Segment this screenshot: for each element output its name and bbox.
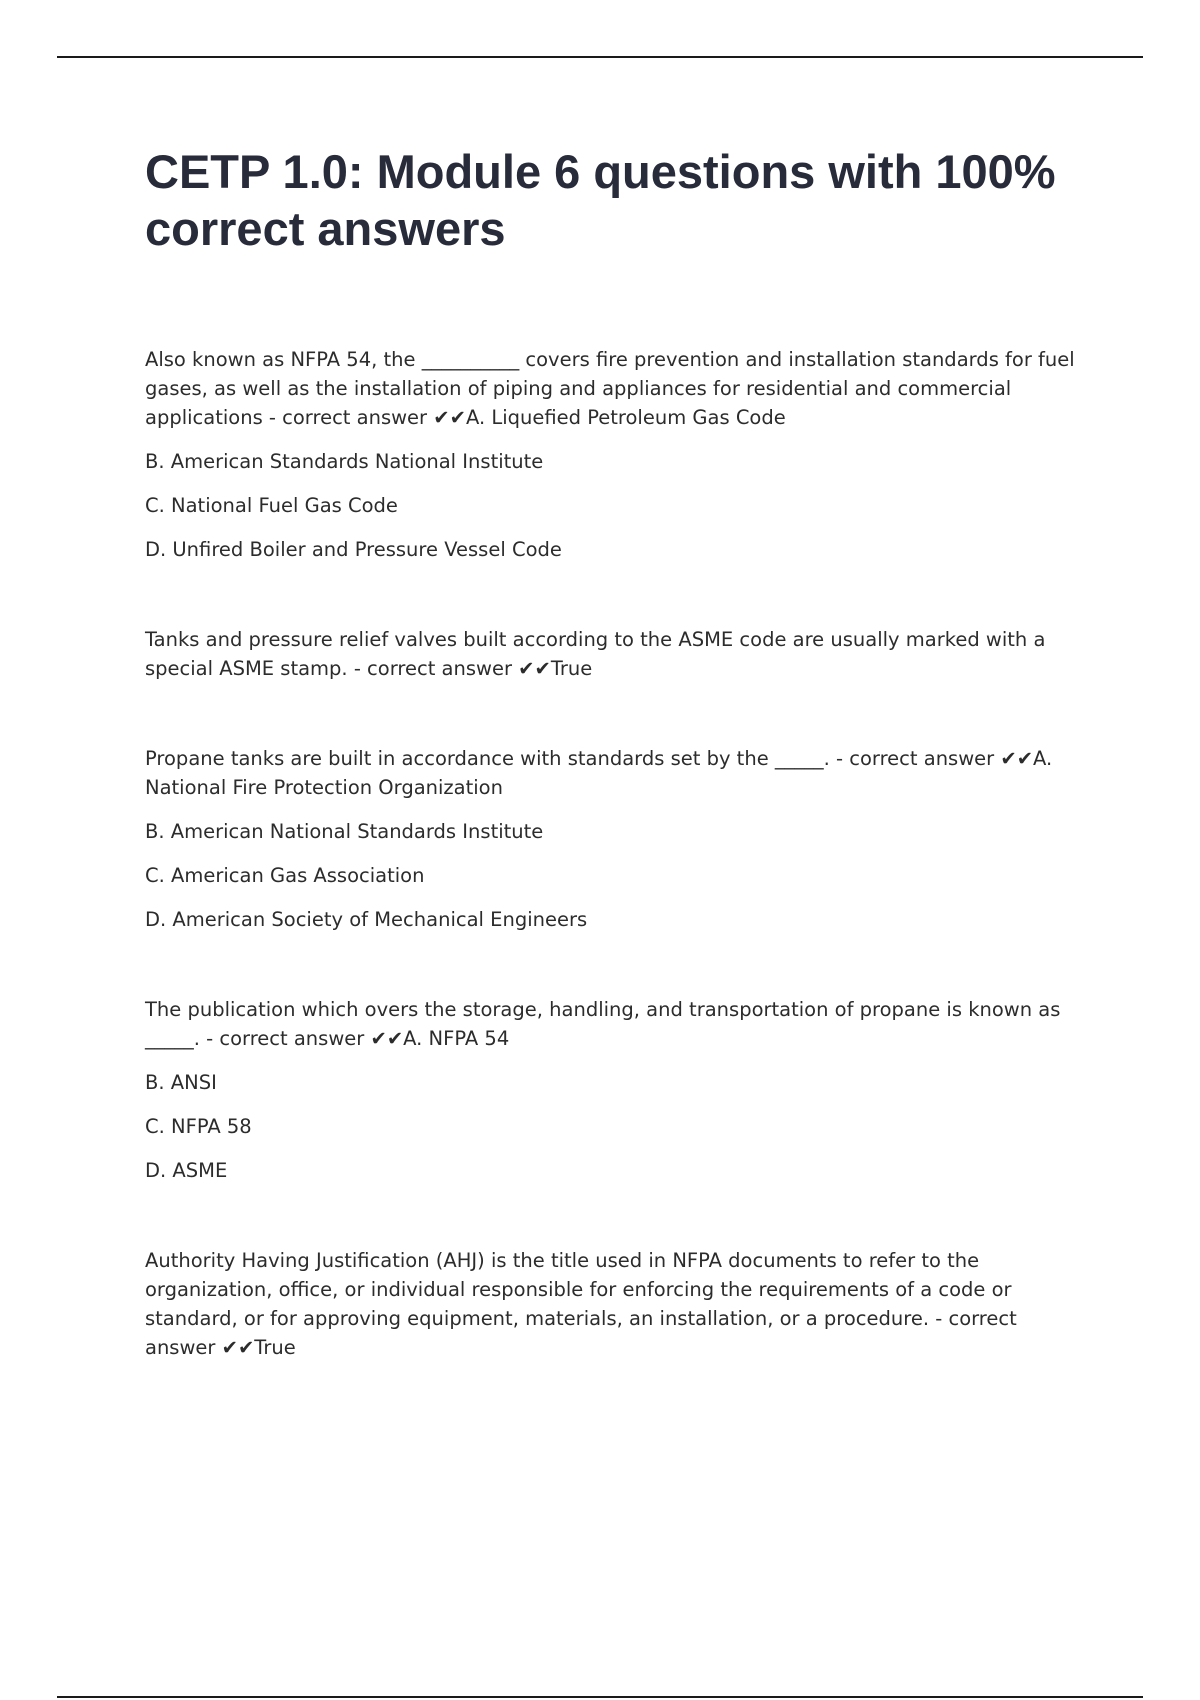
- question-text: Also known as NFPA 54, the __________ covers fire prevention and installation standards for fuel gases, as well as the installation of piping and appliances for residential and commercial applications - correct answer ✔✔A. Liquefied Petroleum Gas Code: [145, 348, 1075, 429]
- answer-option: C. NFPA 58: [145, 1115, 252, 1138]
- answer-option: D. ASME: [145, 1159, 228, 1182]
- answer-option: B. ANSI: [145, 1071, 217, 1094]
- answer-option: B. American Standards National Institute: [145, 450, 544, 473]
- question-text: Tanks and pressure relief valves built according to the ASME code are usually marked with a special ASME stamp. - correct answer ✔✔True: [145, 628, 1046, 680]
- answer-option: D. Unfired Boiler and Pressure Vessel Code: [145, 538, 562, 561]
- answer-option: B. American National Standards Institute: [145, 820, 544, 843]
- answer-option: C. American Gas Association: [145, 864, 425, 887]
- question-text: Authority Having Justification (AHJ) is the title used in NFPA documents to refer to the organization, office, or individual responsible for enforcing the requirements of a code or standard, or for approving equipment, materials, an installation, or a procedure. - correct answer ✔✔True: [145, 1249, 1017, 1359]
- top-rule: [57, 56, 1143, 58]
- bottom-rule: [57, 1696, 1143, 1698]
- answer-option: C. National Fuel Gas Code: [145, 494, 398, 517]
- answer-option: D. American Society of Mechanical Engineers: [145, 908, 588, 931]
- question-list: [145, 345, 1085, 1423]
- question-text: The publication which overs the storage, handling, and transportation of propane is known as _____. - correct answer ✔✔A. NFPA 54: [145, 998, 1061, 1050]
- question-block: [145, 1246, 1085, 1362]
- question-block: [145, 625, 1085, 683]
- question-block: [145, 345, 1085, 564]
- document-title: CETP 1.0: Module 6 questions with 100% correct answers: [145, 145, 1056, 255]
- question-block: [145, 995, 1085, 1185]
- question-text: Propane tanks are built in accordance with standards set by the _____. - correct answer ✔✔A. National Fire Protection Organization: [145, 747, 1053, 799]
- question-block: [145, 744, 1085, 934]
